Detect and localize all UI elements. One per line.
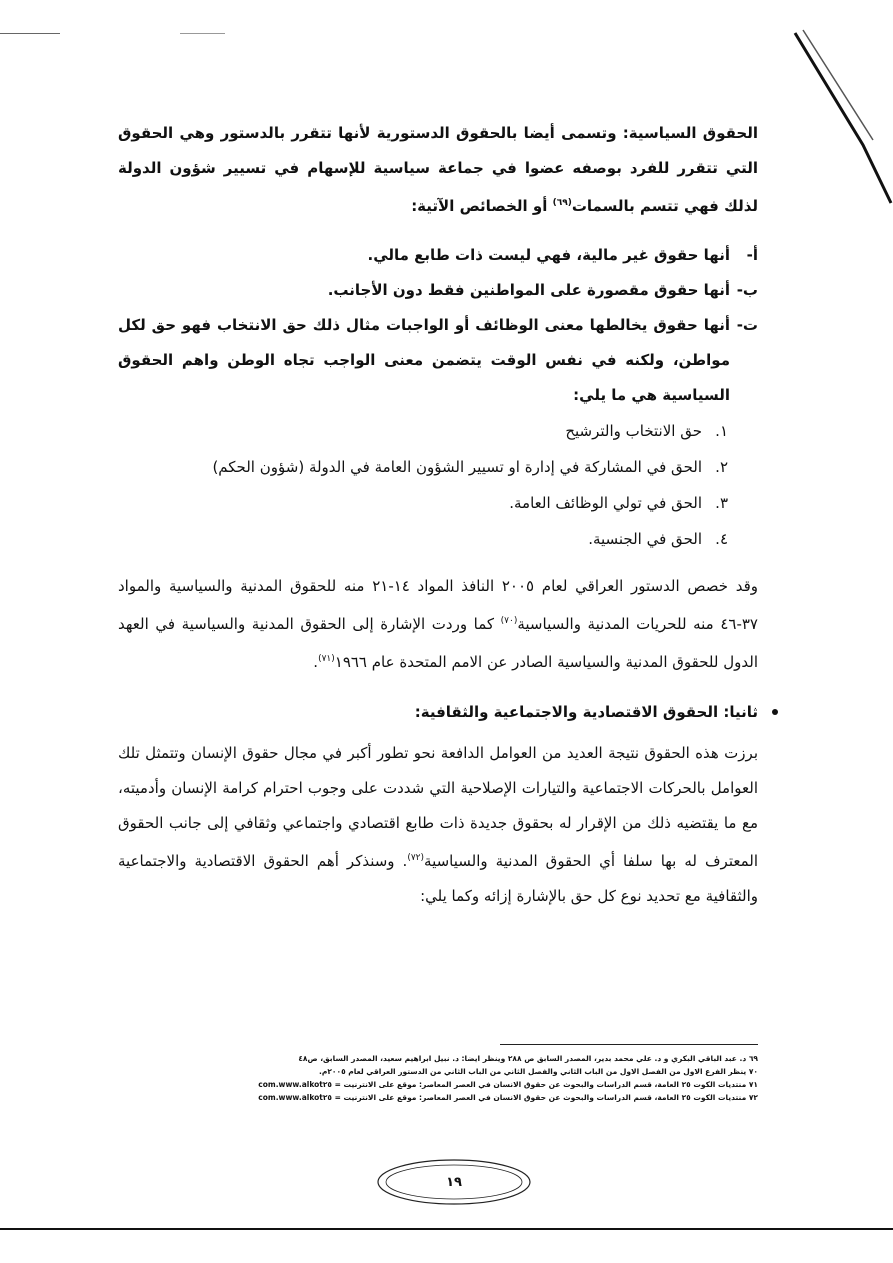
document-body bbox=[118, 116, 758, 914]
political-rights-intro: الحقوق السياسية: وتسمى أيضا بالحقوق الدستورية لأنها تتقرر بالدستور وهي الحقوق التي تتقرر للفرد بوصفه عضوا في جماعة سياسية للإسهام في تسيير شؤون الدولة لذلك فهي تتسم بالسمات$^{(٦٩)}$ أو الخصائص الآتية: bbox=[118, 124, 758, 215]
section-heading: ثانيا: الحقوق الاقتصادية والاجتماعية والثقافية: bbox=[118, 694, 758, 730]
constitution-paragraph: وقد خصص الدستور العراقي لعام ٢٠٠٥ النافذ المواد ١٤-٢١ منه للحقوق المدنية والسياسية والمواد ٣٧-٤٦ منه للحريات المدنية والسياسية$^{(٧٠)}$ كما وردت الإشارة إلى الحقوق المدنية والسياسية في العهد الدول للحقوق المدنية والسياسية الصادر عن الامم المتحدة عام ١٩٦٦$^{(٧١)}$. bbox=[118, 577, 758, 671]
footnotes bbox=[118, 1052, 758, 1104]
list-item: ٣. الحق في تولي الوظائف العامة. bbox=[509, 494, 728, 512]
scan-artifact-line bbox=[180, 33, 225, 34]
footnote: ٧١ منتديات الكوت ٢٥ العامة، قسم الدراسات والبحوث عن حقوق الانسان في العصر المعاصر: موقع على الانترنيت = www.alkot٢٥.com bbox=[258, 1080, 758, 1089]
list-item: أ- أنها حقوق غير مالية، فهي ليست ذات طابع مالي. bbox=[367, 246, 758, 264]
page-number: ١٩ bbox=[446, 1174, 462, 1190]
list-item: ١. حق الانتخاب والترشيح bbox=[565, 422, 728, 440]
scan-artifact-line bbox=[0, 33, 60, 34]
list-item: ب- أنها حقوق مقصورة على المواطنين فقط دون الأجانب. bbox=[327, 281, 758, 299]
political-rights-characteristics bbox=[118, 238, 758, 413]
scan-bottom-edge bbox=[0, 1228, 893, 1230]
list-item: ٢. الحق في المشاركة في إدارة او تسيير الشؤون العامة في الدولة (شؤون الحكم) bbox=[212, 458, 728, 476]
footnote: ٧٢ منتديات الكوت ٢٥ العامة، قسم الدراسات والبحوث عن حقوق الانسان في العصر المعاصر: موقع على الانترنيت = www.alkot٢٥.com bbox=[258, 1093, 758, 1102]
footnote-divider bbox=[500, 1044, 758, 1045]
list-item: ت- أنها حقوق يخالطها معنى الوظائف أو الواجبات مثال ذلك حق الانتخاب فهو حق لكل مواطن، ولكنه في نفس الوقت يتضمن معنى الواجب تجاه الوطن واهم الحقوق السياسية هي ما يلي: bbox=[118, 316, 758, 404]
page-number-badge bbox=[376, 1158, 532, 1206]
footnote: ٧٠ ينظر الفرع الاول من الفصل الاول من الباب الثاني والفصل الثاني من الباب الثاني من الدستور العراقي لعام ٢٠٠٥م. bbox=[319, 1067, 758, 1076]
list-item: ٤. الحق في الجنسية. bbox=[588, 530, 728, 548]
political-rights-list bbox=[118, 413, 758, 557]
scan-corner-artifact bbox=[793, 25, 893, 215]
bullet-icon bbox=[772, 709, 778, 715]
footnote: ٦٩ د. عبد الباقي البكري و د. علي محمد بدير، المصدر السابق ص ٢٨٨ وينظر ايضا: د. نبيل ابراهيم سعيد، المصدر السابق، ص٤٨ bbox=[298, 1054, 758, 1063]
economic-rights-paragraph: برزت هذه الحقوق نتيجة العديد من العوامل الدافعة نحو تطور أكبر في مجال حقوق الإنسان وتتمثل تلك العوامل بالحركات الاجتماعية والتيارات الإصلاحية التي شددت على وجوب احترام كرامة الإنسان وأدميته، مع ما يقتضيه ذلك من الإقرار له بحقوق جديدة ذات طابع اقتصادي واجتماعي وثقافي إلى جانب الحقوق المعترف له بها سلفا أي الحقوق المدنية والسياسية$^{(٧٢)}$. وسنذكر أهم الحقوق الاقتصادية والاجتماعية والثقافية مع تحديد نوع كل حق بالإشارة إزائه وكما يلي: bbox=[118, 744, 758, 905]
